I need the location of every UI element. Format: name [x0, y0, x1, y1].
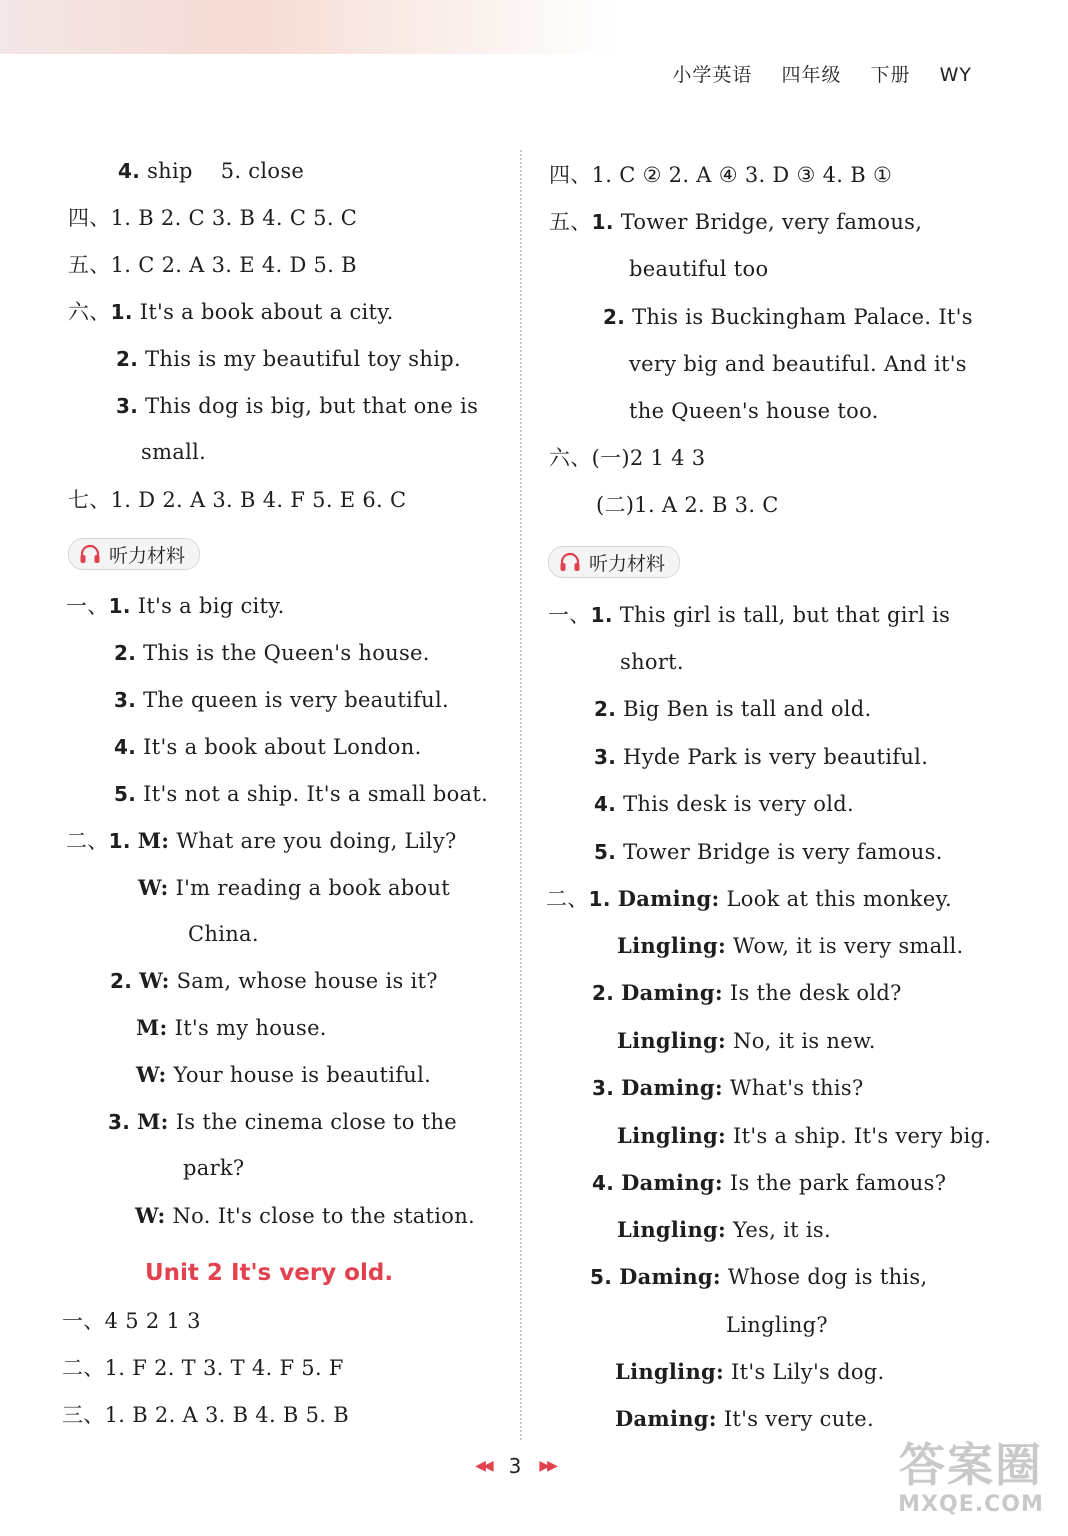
page-header [650, 60, 972, 87]
dialogue-line: Lingling: Wow, it is very small. [617, 933, 964, 958]
watermark-logo [886, 1438, 1056, 1528]
unit-title: Unit 2 It's very old. [145, 1260, 394, 1286]
dialogue-line: 3. M: Is the cinema close to the [108, 1109, 458, 1134]
listening-line: 5. It's not a ship. It's a small boat. [114, 782, 489, 806]
answer-line: 七、1. D 2. A 3. B 4. F 5. E 6. C [68, 488, 407, 512]
answer-line: 五、1. C 2. A 3. E 4. D 5. B [68, 253, 357, 277]
answer-line: (二)1. A 2. B 3. C [596, 493, 779, 517]
listening-line: 一、1. It's a big city. [66, 594, 285, 618]
dialogue-line: 2. Daming: Is the desk old? [592, 980, 902, 1005]
dialogue-line: China. [188, 922, 259, 946]
dialogue-line: W: I'm reading a book about [138, 875, 451, 900]
dialogue-line: W: No. It's close to the station. [135, 1203, 476, 1228]
answer-line: 2. This is Buckingham Palace. It's [603, 305, 973, 329]
listening-line: 一、1. This girl is tall, but that girl is [548, 603, 951, 627]
watermark-url: MXQE.COM [898, 1492, 1044, 1517]
listening-line: 3. Hyde Park is very beautiful. [594, 745, 929, 769]
answer-line: 2. This is my beautiful toy ship. [116, 347, 461, 371]
listening-line: 4. It's a book about London. [114, 735, 422, 759]
dialogue-line: 3. Daming: What's this? [592, 1075, 864, 1100]
headphones-icon [79, 544, 101, 564]
header-volume: 下册 [870, 64, 911, 86]
next-arrows-icon: ▶▶ [539, 1458, 555, 1474]
page-footer [440, 1452, 590, 1480]
listening-line: 2. This is the Queen's house. [114, 641, 430, 665]
answer-line: 4. ship 5. close [118, 159, 305, 183]
answer-line: beautiful too [629, 257, 769, 281]
dialogue-line: W: Your house is beautiful. [136, 1062, 432, 1087]
dialogue-line: Lingling? [726, 1313, 828, 1337]
column-divider [520, 150, 522, 1440]
headphones-icon [559, 552, 581, 572]
listening-line: short. [620, 650, 684, 674]
answer-line: 四、1. B 2. C 3. B 4. C 5. C [68, 206, 358, 230]
dialogue-line: Lingling: It's a ship. It's very big. [617, 1123, 992, 1148]
answer-line: 三、1. B 2. A 3. B 4. B 5. B [62, 1403, 349, 1427]
answer-line: 六、1. It's a book about a city. [68, 300, 394, 324]
listening-line: 4. This desk is very old. [594, 792, 854, 816]
dialogue-line: Daming: It's very cute. [615, 1406, 874, 1431]
answer-line: the Queen's house too. [629, 399, 879, 423]
dialogue-line: M: It's my house. [136, 1015, 327, 1040]
dialogue-line: 2. W: Sam, whose house is it? [110, 968, 438, 993]
answer-line: 五、1. Tower Bridge, very famous, [549, 210, 923, 234]
header-grade: 四年级 [781, 64, 842, 86]
listening-label: 听力材料 [589, 552, 666, 575]
dialogue-line: 4. Daming: Is the park famous? [592, 1170, 947, 1195]
dialogue-line: Lingling: No, it is new. [617, 1028, 876, 1053]
answer-line: 二、1. F 2. T 3. T 4. F 5. F [62, 1356, 344, 1380]
listening-material-tag [68, 538, 200, 570]
answer-line: very big and beautiful. And it's [629, 352, 967, 376]
listening-line: 5. Tower Bridge is very famous. [594, 840, 943, 864]
page-number: 3 [508, 1454, 522, 1478]
header-edition: WY [939, 64, 972, 86]
header-subject: 小学英语 [672, 64, 753, 86]
answer-line: 一、4 5 2 1 3 [62, 1309, 201, 1333]
dialogue-line: 二、1. Daming: Look at this monkey. [546, 886, 952, 911]
dialogue-line: 二、1. M: What are you doing, Lily? [66, 828, 457, 853]
answer-line: small. [141, 440, 207, 464]
watermark-text: 答案圈 [899, 1438, 1043, 1492]
dialogue-line: Lingling: Yes, it is. [617, 1217, 831, 1242]
listening-material-tag [548, 546, 680, 578]
answer-line: 3. This dog is big, but that one is [116, 394, 479, 418]
dialogue-line: 5. Daming: Whose dog is this, [590, 1264, 928, 1289]
header-decoration [0, 0, 620, 54]
answer-line: 四、1. C ② 2. A ④ 3. D ③ 4. B ① [549, 163, 893, 187]
prev-arrows-icon: ◀◀ [475, 1458, 491, 1474]
answer-line: 六、(一)2 1 4 3 [549, 446, 706, 470]
listening-label: 听力材料 [109, 544, 186, 567]
listening-line: 2. Big Ben is tall and old. [594, 697, 872, 721]
dialogue-line: Lingling: It's Lily's dog. [615, 1359, 885, 1384]
dialogue-line: park? [183, 1156, 245, 1180]
listening-line: 3. The queen is very beautiful. [114, 688, 449, 712]
